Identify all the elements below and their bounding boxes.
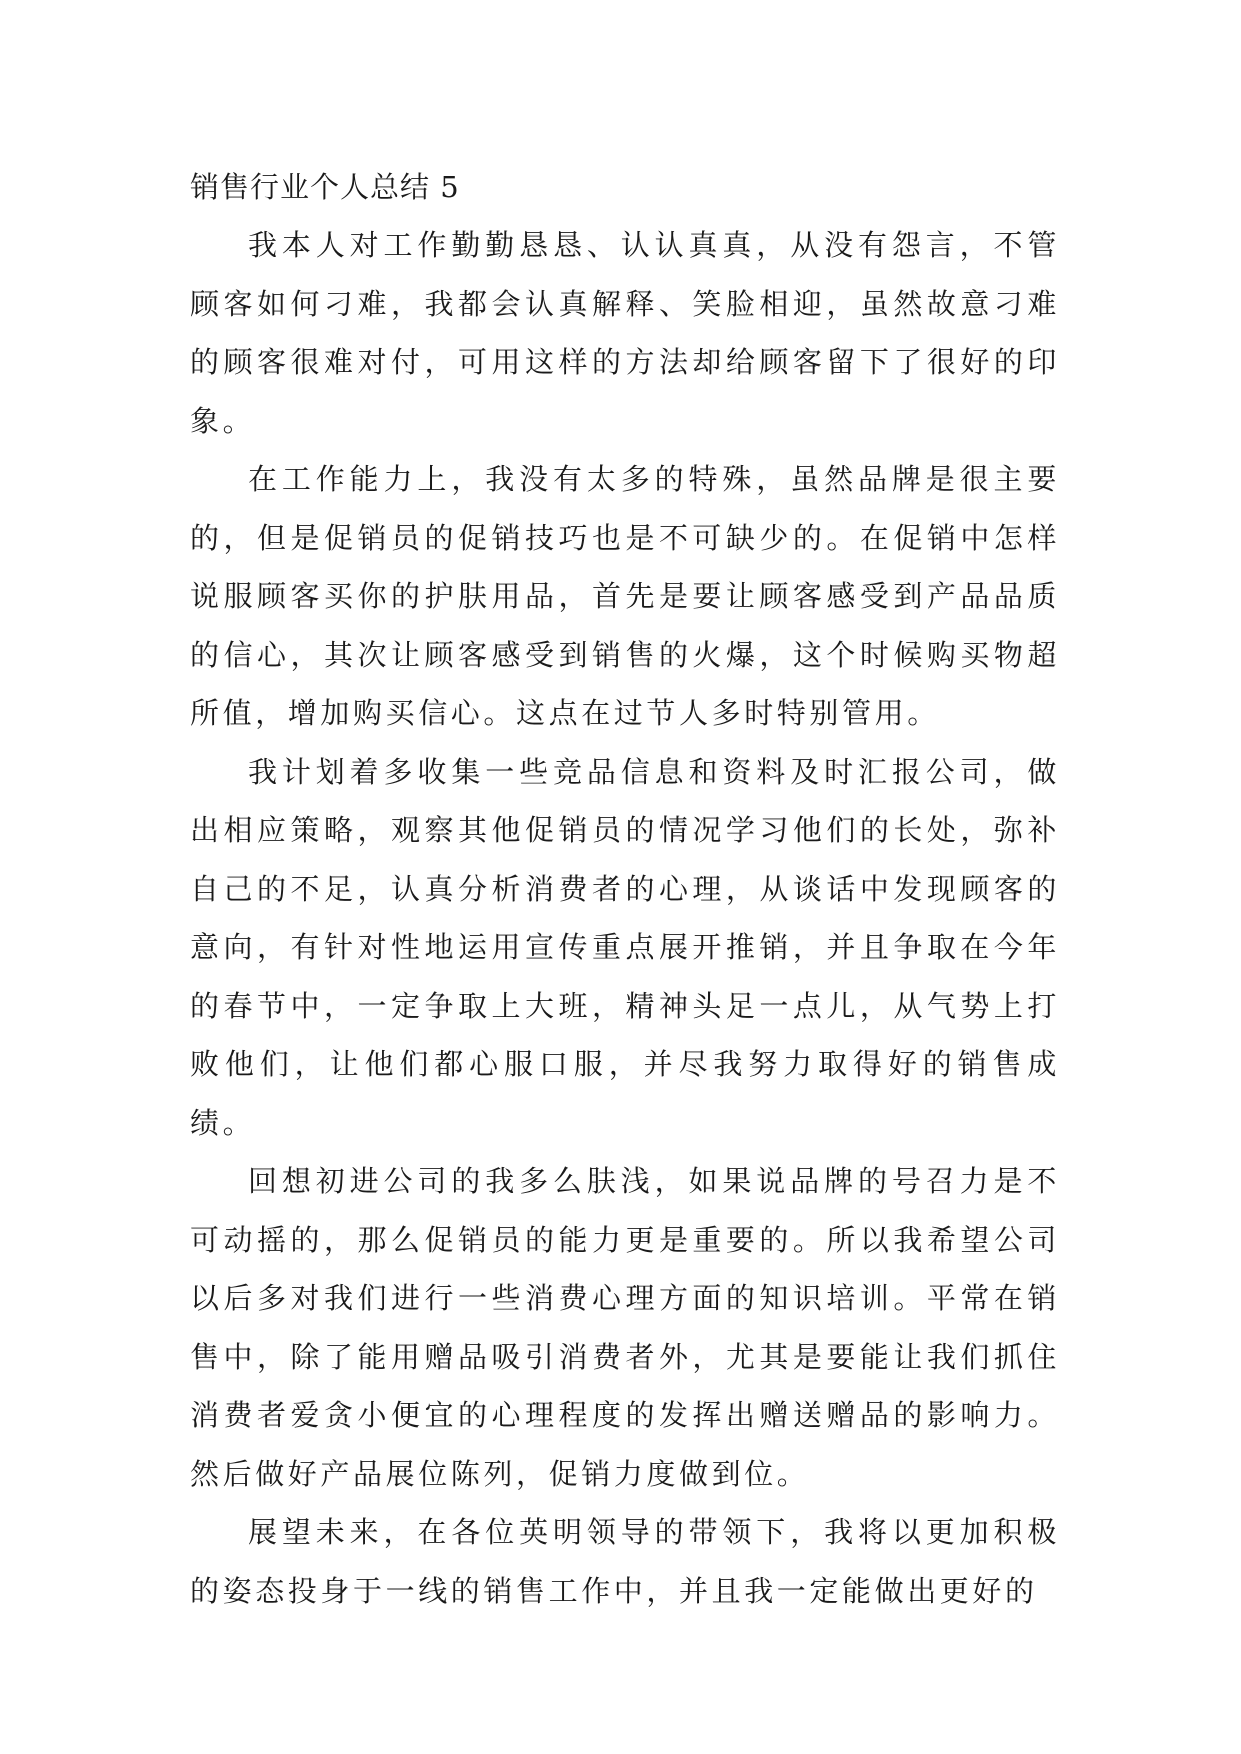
paragraph-2: 在工作能力上，我没有太多的特殊，虽然品牌是很主要的，但是促销员的促销技巧也是不可缺少的。在促销中怎样说服顾客买你的护肤用品，首先是要让顾客感受到产品品质的信心，其次让顾客感受到销售的火爆，这个时候购买物超所值，增加购买信心。这点在过节人多时特别管用。 [190, 462, 1060, 730]
paragraph-4: 回想初进公司的我多么肤浅，如果说品牌的号召力是不可动摇的，那么促销员的能力更是重要的。所以我希望公司以后多对我们进行一些消费心理方面的知识培训。平常在销售中，除了能用赠品吸引消费者外，尤其是要能让我们抓住消费者爱贪小便宜的心理程度的发挥出赠送赠品的影响力。然后做好产品展位陈列，促销力度做到位。 [190, 1164, 1060, 1491]
document-title: 销售行业个人总结 5 [190, 170, 460, 204]
paragraph-1: 我本人对工作勤勤恳恳、认认真真，从没有怨言，不管顾客如何刁难，我都会认真解释、笑脸相迎，虽然故意刁难的顾客很难对付，可用这样的方法却给顾客留下了很好的印象。 [190, 228, 1060, 438]
paragraph-3: 我计划着多收集一些竞品信息和资料及时汇报公司，做出相应策略，观察其他促销员的情况学习他们的长处，弥补自己的不足，认真分析消费者的心理，从谈话中发现顾客的意向，有针对性地运用宣传重点展开推销，并且争取在今年的春节中，一定争取上大班，精神头足一点儿，从气势上打败他们，让他们都心服口服，并尽我努力取得好的销售成绩。 [190, 754, 1060, 1140]
document-body [190, 158, 1060, 1620]
paragraph-5: 展望未来，在各位英明领导的带领下，我将以更加积极的姿态投身于一线的销售工作中，并且我一定能做出更好的 [190, 1515, 1060, 1608]
